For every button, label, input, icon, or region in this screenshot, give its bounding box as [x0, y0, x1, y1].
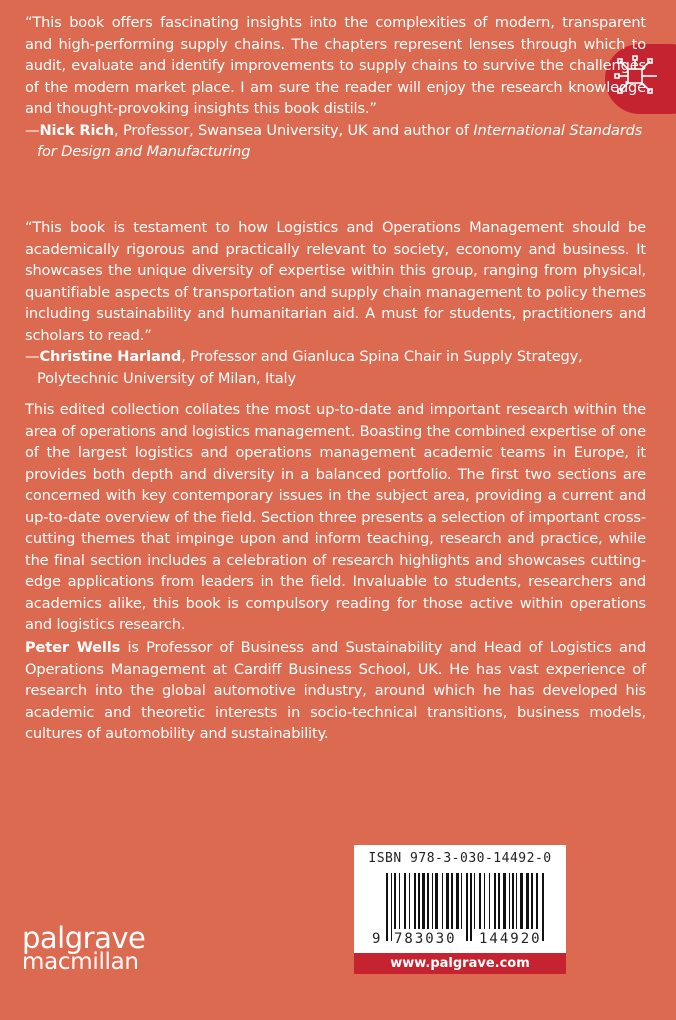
barcode-digits-left: 783030 [394, 931, 457, 947]
barcode-bar [494, 873, 496, 929]
publisher-url[interactable]: www.palgrave.com [354, 953, 566, 974]
barcode-bar [474, 873, 475, 929]
endorser-name: Christine Harland [39, 348, 182, 365]
endorsement-quote-1 [25, 12, 646, 163]
dash: — [25, 121, 40, 139]
dash: — [25, 348, 40, 365]
barcode-bar [432, 873, 433, 929]
author-bio [25, 637, 646, 745]
barcode-bar [470, 873, 472, 941]
endorsement-quote-2 [25, 217, 646, 389]
quote-attribution [25, 346, 646, 389]
palgrave-macmillan-logo [22, 921, 146, 975]
barcode-bar [479, 873, 481, 929]
barcode-bar [435, 873, 438, 929]
barcode-bar [466, 873, 468, 941]
logo-line1: palgrave [22, 921, 146, 955]
logo-line2: macmillan [22, 949, 139, 975]
barcode-bar [391, 873, 392, 941]
barcode-bar [409, 873, 410, 929]
barcode-bar [386, 873, 388, 941]
barcode-bar [427, 873, 429, 929]
barcode-bar [509, 873, 510, 929]
barcode-bar [394, 873, 396, 929]
endorser-affiliation: , Professor and Gianluca Spina Chair in Supply Strategy, [181, 348, 583, 365]
barcode-bar [512, 873, 514, 929]
barcode-bar [399, 873, 400, 929]
endorser-name: Nick Rich [39, 121, 115, 139]
endorser-book-title: International Standards for Design and Manufacturing [37, 121, 643, 160]
isbn-text: ISBN 978-3-030-14492-0 [368, 851, 552, 866]
barcode-bar [489, 873, 490, 929]
barcode-bar [414, 873, 416, 929]
barcode-bar [418, 873, 420, 929]
barcode-bar [404, 873, 406, 929]
barcode-bar [503, 873, 506, 929]
barcode-bar [498, 873, 500, 929]
quote-text: “This book is testament to how Logistics and Operations Management should be academically rigorous and practically relevant to society, economy and business. It showcases the unique diversity of expertise within this group, ranging from physical, quantifiable aspects of transportation and supply chain management to policy themes including sustainability and humanitarian aid. A must for students, practitioners and scholars to read.” [25, 219, 646, 344]
barcode-bar [451, 873, 453, 929]
barcode-bar [531, 873, 533, 929]
author-name: Peter Wells [25, 639, 121, 656]
barcode-bar [456, 873, 459, 929]
barcode-bar [526, 873, 529, 929]
barcode-bar [442, 873, 443, 929]
barcode-bar [446, 873, 449, 929]
description-text: This edited collection collates the most up-to-date and important research within the area of operations and logistics management. Boasting the combined expertise of one of the largest logistics and operations management academic teams in Europe, it provides both depth and diversity in a balanced portfolio. The first two sections are concerned with key contemporary issues in the subject area, providing a current and up-to-date overview of the field. Section three presents a selection of important cross-cutting themes that impinge upon and inform teaching, research and practice, while the final section includes a celebration of research highlights and showcases cutting-edge applications from leaders in the field. Invaluable to students, researchers and academics alike, this book is compulsory reading for those active within operations and logistics research. [25, 401, 646, 633]
barcode-bar [461, 873, 462, 929]
endorser-affiliation: , Professor, Swansea University, UK and author of [114, 121, 474, 139]
barcode-bar [520, 873, 523, 929]
barcode-bar [542, 873, 544, 941]
barcode-bar [516, 873, 517, 929]
barcode-bar [484, 873, 485, 929]
quote-text: “This book offers fascinating insights into the complexities of modern, transparent and high-performing supply chains. The chapters represent lenses through which to audit, evaluate and identify improvements to supply chains to survive the challenges of the modern market place. I am sure the reader will enjoy the research knowledge and thought-provoking insights this book distils.” [25, 14, 646, 117]
barcode-digits-right: 144920 [479, 931, 542, 947]
bio-text: is Professor of Business and Sustainability and Head of Logistics and Operations Management at Cardiff Business School, UK. He has vast experience of research into the global automotive industry, around which he has developed his academic and theoretic interests in socio-technical transitions, business models, cultures of automobility and sustainability. [25, 639, 647, 742]
endorser-affiliation-2: Polytechnic University of Milan, Italy [37, 369, 296, 387]
barcode-bar [422, 873, 425, 929]
isbn-barcode [354, 845, 566, 953]
barcode-digit-first: 9 [372, 931, 383, 947]
barcode-bar [536, 873, 538, 929]
quote-attribution [25, 120, 646, 163]
book-description [25, 399, 646, 636]
